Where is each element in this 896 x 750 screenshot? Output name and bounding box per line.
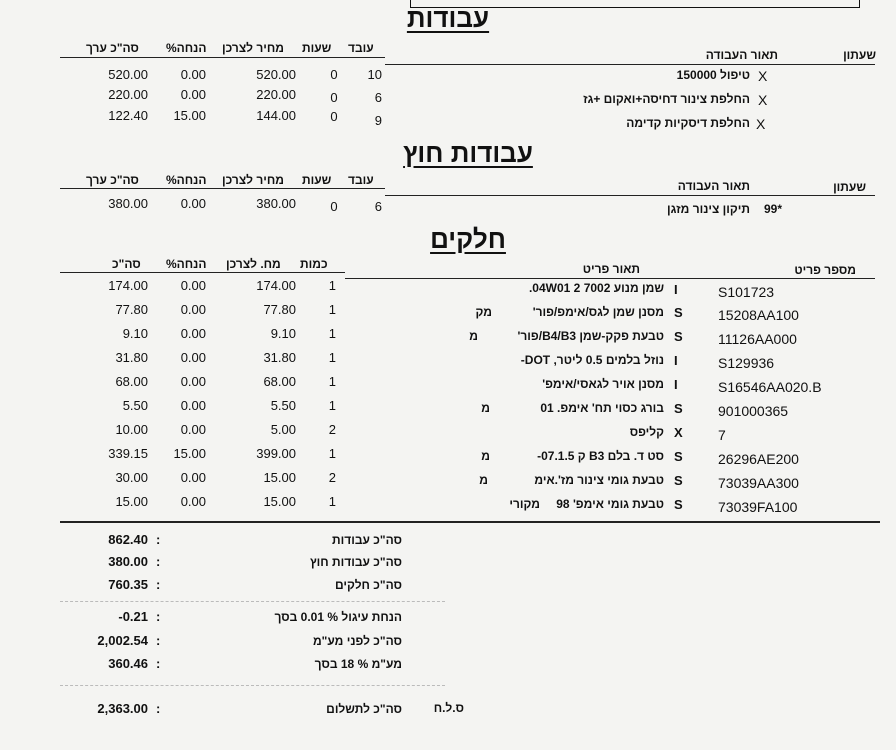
row-qty: 1 — [328, 350, 336, 365]
row-desc: שמן מנוע 7002 2 04W01. — [528, 281, 664, 295]
summary-colon: : — [156, 609, 161, 624]
row-discount: 0.00 — [180, 278, 206, 293]
row-hours: 0 — [330, 199, 338, 214]
summary-value: -0.21 — [118, 609, 148, 624]
row-hours: 0 — [330, 109, 338, 124]
row-discount: 0.00 — [180, 422, 206, 437]
row-unit-price: 9.10 — [270, 326, 296, 341]
row-total: 122.40 — [108, 108, 148, 123]
row-total: 174.00 — [108, 278, 148, 293]
summary-row — [0, 530, 896, 552]
row-discount: 0.00 — [180, 67, 206, 82]
row-hours: 0 — [330, 67, 338, 82]
summary-total-row — [0, 699, 896, 721]
row-qty: 1 — [328, 302, 336, 317]
summary-row — [0, 575, 896, 597]
row-note: מק — [475, 305, 492, 319]
row-desc: סט ד. בלם B3 ק 07.1.5- — [537, 449, 664, 463]
summary-value: 360.46 — [108, 656, 148, 671]
row-mark: X — [756, 116, 766, 132]
row-flag: I — [674, 353, 678, 368]
row-unit-price: 15.00 — [263, 470, 296, 485]
row-part-no: 15208AA100 — [718, 307, 799, 323]
row-discount: 15.00 — [173, 446, 206, 461]
row-discount: 0.00 — [180, 87, 206, 102]
works-section-title: עבודות — [406, 3, 490, 33]
summary-row — [0, 631, 896, 653]
row-total: 15.00 — [115, 494, 148, 509]
summary-row — [0, 607, 896, 629]
row-discount: 15.00 — [173, 108, 206, 123]
external-row — [0, 195, 896, 217]
row-flag: S — [674, 329, 683, 344]
row-part-no: S129936 — [718, 355, 775, 371]
row-flag: S — [674, 449, 683, 464]
row-total: 339.15 — [108, 446, 148, 461]
row-total: 10.00 — [115, 422, 148, 437]
parts-header-unit-price: מח. לצרכן — [226, 257, 281, 271]
parts-header-discount: %הנחה — [166, 257, 207, 271]
row-note: מקורי — [509, 497, 540, 511]
row-price: 520.00 — [256, 67, 296, 82]
parts-header-underline-left — [60, 272, 345, 273]
row-part-no: 11126AA000 — [718, 331, 797, 347]
row-part-no: S101723 — [718, 284, 775, 300]
works-header-underline-right — [385, 64, 875, 65]
works-header-hours: שעות — [302, 41, 332, 55]
works-header-desc: תאור העבודה — [705, 48, 778, 62]
row-flag: I — [674, 377, 678, 392]
row-flag: S — [674, 473, 683, 488]
row-desc: מסנן שמן לגס/אימפ/פור' — [532, 305, 664, 319]
row-total: 9.10 — [122, 326, 148, 341]
row-unit-price: 68.00 — [263, 374, 296, 389]
works-header-discount: %הנחה — [166, 41, 207, 55]
row-desc: קליפס — [629, 425, 664, 439]
works-header-code: שעתון — [843, 48, 876, 62]
external-header-total: סה"כ ערך — [86, 173, 139, 187]
summary-value: 862.40 — [108, 532, 148, 547]
summary-colon: : — [156, 532, 161, 547]
external-header-code: שעתון — [833, 180, 866, 194]
row-qty: 1 — [328, 494, 336, 509]
row-mark: X — [758, 68, 768, 84]
row-total: 380.00 — [108, 196, 148, 211]
row-price: 380.00 — [256, 196, 296, 211]
works-row — [0, 66, 896, 88]
row-discount: 0.00 — [180, 398, 206, 413]
row-code: 99* — [764, 202, 783, 216]
external-header-hours: שעות — [302, 173, 332, 187]
row-part-no: 73039AA300 — [718, 475, 799, 491]
row-desc: טיפול 150000 — [676, 68, 750, 82]
parts-row — [0, 492, 896, 515]
row-total: 220.00 — [108, 87, 148, 102]
row-flag: S — [674, 305, 683, 320]
summary-row — [0, 552, 896, 574]
row-qty: 1 — [328, 278, 336, 293]
summary-value: 760.35 — [108, 577, 148, 592]
row-worker: 6 — [374, 90, 382, 105]
summary-colon: : — [156, 701, 161, 716]
summary-colon: : — [156, 633, 161, 648]
row-qty: 1 — [328, 446, 336, 461]
row-flag: S — [674, 401, 683, 416]
row-unit-price: 77.80 — [263, 302, 296, 317]
parts-row — [0, 468, 896, 491]
row-total: 68.00 — [115, 374, 148, 389]
parts-row — [0, 444, 896, 467]
row-flag: X — [674, 425, 683, 440]
row-desc: טבעת גומי אימפ' 98 — [556, 497, 664, 511]
works-header-total: סה"כ ערך — [86, 41, 139, 55]
row-hours: 0 — [330, 90, 338, 105]
row-total: 77.80 — [115, 302, 148, 317]
summary-colon: : — [156, 577, 161, 592]
row-price: 144.00 — [256, 108, 296, 123]
works-header-price: מחיר לצרכן — [222, 41, 284, 55]
row-price: 220.00 — [256, 87, 296, 102]
row-worker: 6 — [374, 199, 382, 214]
row-part-no: 73039FA100 — [718, 499, 798, 515]
row-unit-price: 15.00 — [263, 494, 296, 509]
summary-label: מע"מ % 18 בסך — [314, 657, 402, 671]
external-header-underline-left — [60, 188, 385, 189]
row-qty: 1 — [328, 398, 336, 413]
row-discount: 0.00 — [180, 494, 206, 509]
row-qty: 2 — [328, 470, 336, 485]
summary-divider — [60, 601, 445, 602]
row-part-no: 7 — [718, 427, 726, 443]
row-unit-price: 5.00 — [270, 422, 296, 437]
row-desc: בורג כסוי תח' אימפ. 01 — [540, 401, 664, 415]
parts-section-title: חלקים — [430, 224, 506, 254]
external-header-price: מחיר לצרכן — [222, 173, 284, 187]
summary-value: 380.00 — [108, 554, 148, 569]
row-desc: החלפת דיסקיות קדימה — [626, 116, 750, 130]
external-section-title: עבודות חוץ — [403, 138, 533, 168]
parts-header-total: סה"כ — [112, 257, 141, 271]
summary-label: סה"כ לפני מע"מ — [312, 634, 402, 648]
external-header-desc: תאור העבודה — [677, 179, 750, 193]
parts-row — [0, 276, 896, 299]
row-unit-price: 5.50 — [270, 398, 296, 413]
row-unit-price: 399.00 — [256, 446, 296, 461]
row-discount: 0.00 — [180, 326, 206, 341]
parts-row — [0, 348, 896, 371]
row-unit-price: 31.80 — [263, 350, 296, 365]
summary-value: 2,002.54 — [97, 633, 148, 648]
row-qty: 1 — [328, 326, 336, 341]
row-part-no: S16546AA020.B — [718, 379, 822, 395]
row-mark: X — [758, 92, 768, 108]
parts-row — [0, 324, 896, 347]
row-desc: מסנן אויר לגאסי/אימפ' — [542, 377, 664, 391]
parts-header-desc: תאור פריט — [582, 262, 640, 276]
works-header-worker: עובד — [348, 41, 374, 55]
stamp-text: ס.ל.ח — [433, 701, 464, 715]
row-discount: 0.00 — [180, 350, 206, 365]
parts-header-qty: כמות — [300, 257, 328, 271]
row-worker: 10 — [367, 67, 382, 82]
row-note: מ — [479, 473, 488, 487]
row-unit-price: 174.00 — [256, 278, 296, 293]
parts-row — [0, 396, 896, 419]
parts-row — [0, 372, 896, 395]
summary-label: סה"כ חלקים — [334, 578, 402, 592]
row-part-no: 901000365 — [718, 403, 789, 419]
row-flag: I — [674, 282, 678, 297]
row-flag: S — [674, 497, 683, 512]
row-total: 520.00 — [108, 67, 148, 82]
summary-label: הנחת עיגול % 0.01 בסך — [274, 610, 402, 624]
parts-row — [0, 300, 896, 323]
row-note: מ — [481, 401, 490, 415]
parts-bottom-rule — [60, 521, 880, 523]
external-header-worker: עובד — [348, 173, 374, 187]
grand-total-label: סה"כ לתשלום — [326, 702, 402, 716]
summary-label: סה"כ עבודות — [332, 533, 402, 547]
row-total: 5.50 — [122, 398, 148, 413]
external-header-discount: %הנחה — [166, 173, 207, 187]
row-discount: 0.00 — [180, 302, 206, 317]
row-desc: נוזל בלמים 0.5 ליטר, DOT- — [520, 353, 664, 367]
row-note: מ — [481, 449, 490, 463]
row-note: מ — [469, 329, 478, 343]
row-qty: 1 — [328, 374, 336, 389]
row-desc: טבעת גומי צינור מז'.אימ — [534, 473, 664, 487]
summary-colon: : — [156, 554, 161, 569]
row-worker: 9 — [374, 113, 382, 128]
summary-divider — [60, 685, 445, 686]
parts-row — [0, 420, 896, 443]
summary-label: סה"כ עבודות חוץ — [310, 555, 402, 569]
row-discount: 0.00 — [180, 374, 206, 389]
row-total: 31.80 — [115, 350, 148, 365]
row-total: 30.00 — [115, 470, 148, 485]
row-discount: 0.00 — [180, 196, 206, 211]
parts-header-part-no: מספר פריט — [794, 263, 856, 277]
row-desc: החלפת צינור דחיסה+ואקום +גז — [583, 92, 750, 106]
row-desc: תיקון צינור מזגן — [667, 202, 750, 216]
row-discount: 0.00 — [180, 470, 206, 485]
summary-colon: : — [156, 656, 161, 671]
row-part-no: 26296AE200 — [718, 451, 799, 467]
works-row — [0, 108, 896, 133]
row-desc: טבעת פקק-שמן B4/B3/פור' — [517, 329, 664, 343]
grand-total-value: 2,363.00 — [97, 701, 148, 716]
works-header-underline-left — [60, 57, 385, 58]
row-qty: 2 — [328, 422, 336, 437]
summary-row — [0, 654, 896, 676]
